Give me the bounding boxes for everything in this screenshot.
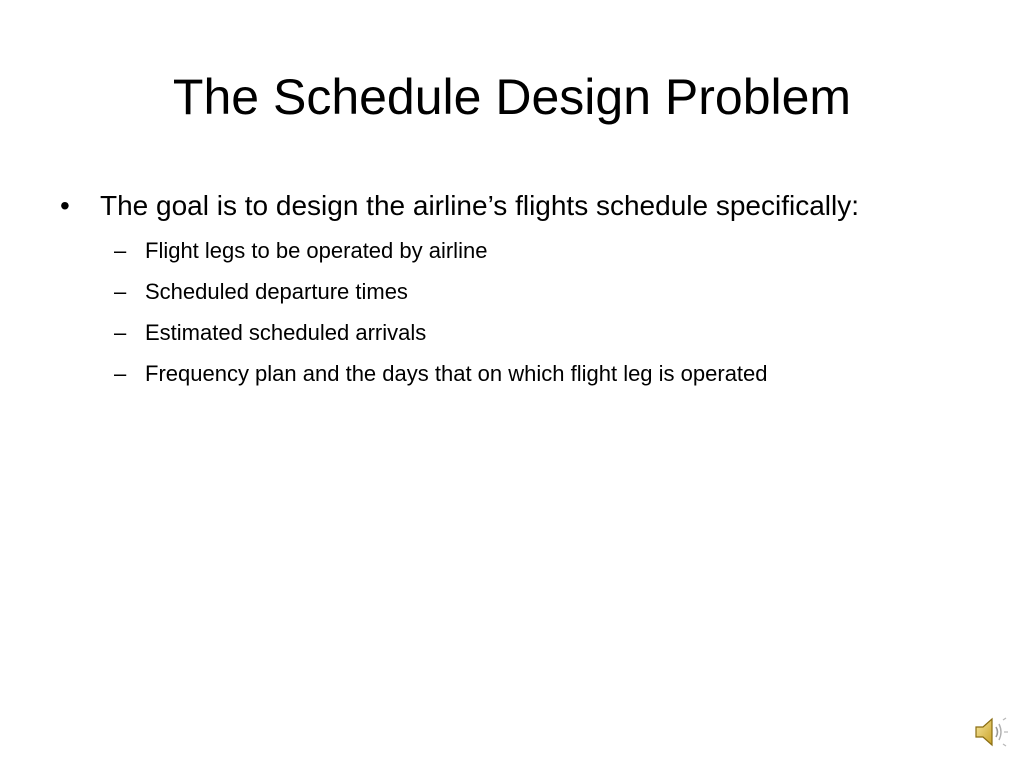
sub-bullet-text: Frequency plan and the days that on which flight leg is operated [145, 361, 768, 386]
dash-marker: – [114, 238, 127, 263]
dash-marker: – [114, 279, 127, 304]
sub-bullet-item [58, 230, 988, 271]
sub-bullet-text: Scheduled departure times [145, 279, 408, 304]
bullet-text: The goal is to design the airline’s flights schedule specifically: [100, 190, 860, 221]
sub-bullet-text: Flight legs to be operated by airline [145, 238, 488, 263]
slide-title: The Schedule Design Problem [172, 69, 852, 125]
sub-bullet-item [58, 353, 988, 394]
speaker-icon[interactable] [970, 712, 1010, 752]
dash-marker: – [114, 320, 127, 345]
sub-bullet-item [58, 271, 988, 312]
dash-marker: – [114, 361, 127, 386]
speaker-icon-graphic [970, 712, 1010, 752]
sub-bullet-item [58, 312, 988, 353]
slide-body [58, 186, 988, 394]
sub-bullet-text: Estimated scheduled arrivals [145, 320, 427, 345]
bullet-marker: • [60, 190, 70, 221]
bullet-item [58, 186, 988, 226]
sub-bullet-list [58, 230, 988, 394]
